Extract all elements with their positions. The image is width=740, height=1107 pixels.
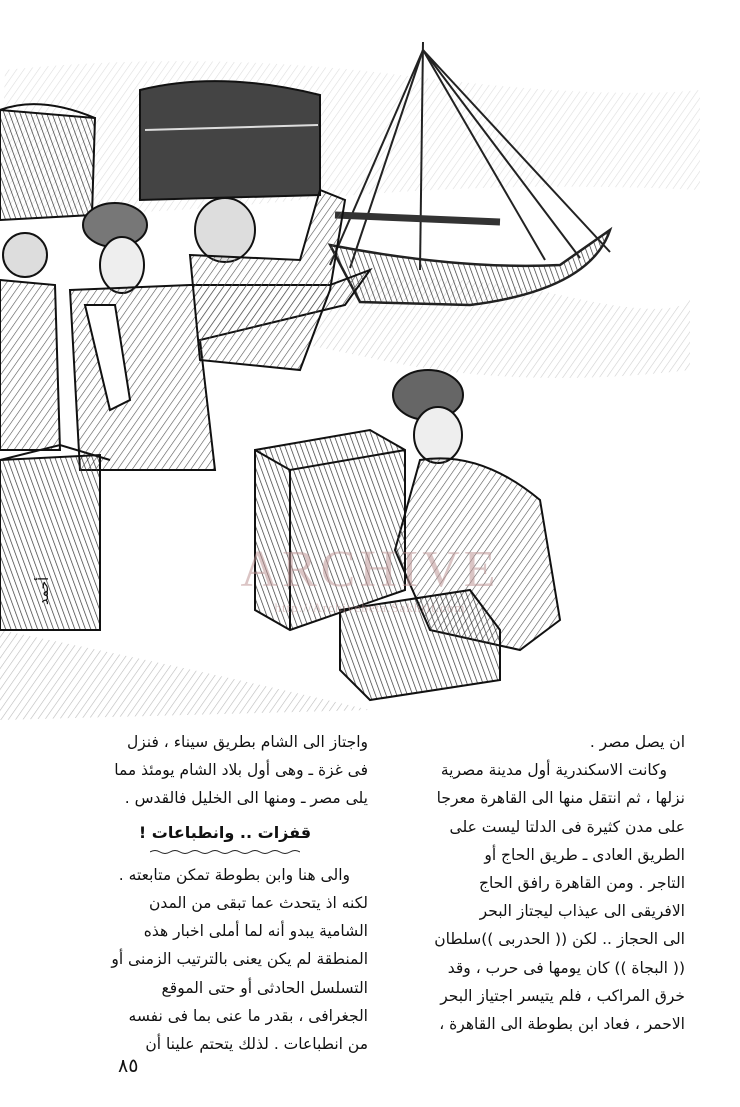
illustration <box>0 30 740 720</box>
text-line: وكانت الاسكندرية أول مدينة مصرية <box>440 761 667 780</box>
text-line: واجتاز الى الشام بطريق سيناء ، فنزل <box>126 733 368 751</box>
ground-shading <box>0 630 370 720</box>
chest-top-left <box>0 104 95 220</box>
text-line: الطريق العادى ـ طريق الحاج أو <box>484 845 685 864</box>
heading-underline <box>150 849 300 855</box>
chest-top-center <box>140 81 320 200</box>
artist-signature: أحمد <box>36 577 52 605</box>
text-line: من انطباعات . لذلك يتحتم علينا أن <box>145 1035 368 1054</box>
text-line: ان يصل مصر . <box>589 733 685 751</box>
watermark-url: http://Archivebeta.Sakhrit.com <box>274 600 466 615</box>
page-number: ٨٥ <box>118 1055 139 1077</box>
text-line: الافريقى الى عيذاب ليجتاز البحر <box>479 902 685 921</box>
figure-left <box>0 233 60 450</box>
right-column <box>383 728 685 1038</box>
text-line: نزلها ، ثم انتقل منها الى القاهرة معرجا <box>436 789 685 808</box>
text-line: لكنه اذ يتحدث عما تبقى من المدن <box>148 894 368 913</box>
text-line: (( البجاة )) كان يومها فى حرب ، وقد <box>447 958 685 977</box>
text-line: فى غزة ـ وهى أول بلاد الشام يومئذ مما <box>114 761 368 780</box>
text-line: الشامية يبدو أنه لما أملى اخبار هذه <box>143 922 368 941</box>
section-heading: قفزات .. وانطباعات ! <box>138 822 312 842</box>
text-line: الاحمر ، فعاد ابن بطوطة الى القاهرة ، <box>439 1015 685 1034</box>
text-line: والى هنا وابن بطوطة تمكن متابعته . <box>118 865 350 884</box>
left-column <box>82 728 368 1058</box>
text-line: يلى مصر ـ ومنها الى الخليل فالقدس . <box>124 789 368 808</box>
text-line: خرق المراكب ، فلم يتيسر اجتياز البحر <box>440 986 685 1005</box>
text-line: التاجر . ومن القاهرة رافق الحاج <box>478 874 685 893</box>
text-line: المنطقة لم يكن يعنى بالترتيب الزمنى أو <box>111 950 368 969</box>
text-line: الجغرافى ، بقدر ما عنى بما فى نفسه <box>128 1006 368 1025</box>
watermark-title: ARCHIVE <box>240 541 500 598</box>
text-line: التسلسل الحادثى أو حتى الموقع <box>161 978 368 997</box>
text-line: الى الحجاز .. لكن (( الحدربى ))سلطان <box>434 930 685 949</box>
text-line: على مدن كثيرة فى الدلتا ليست على <box>449 817 685 836</box>
